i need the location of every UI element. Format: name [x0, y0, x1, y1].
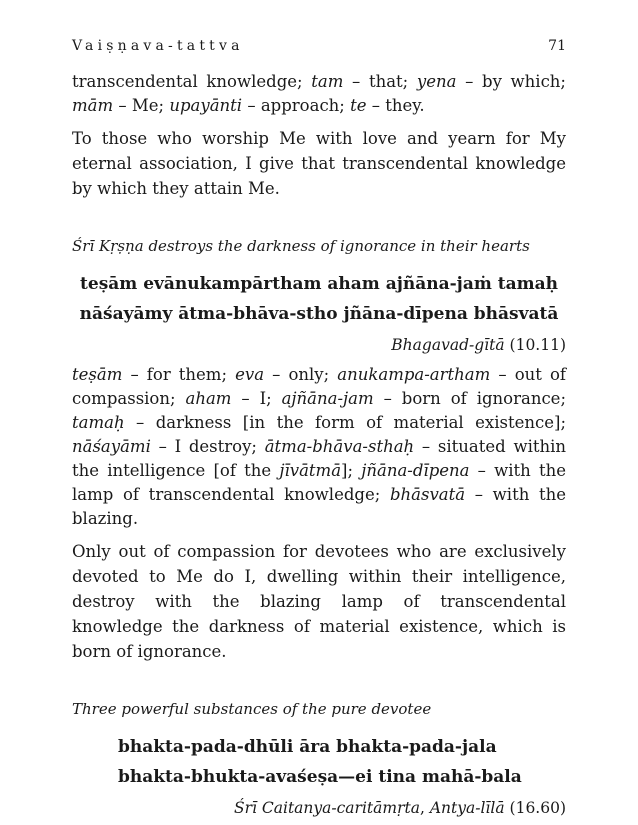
word-gloss-2	[72, 363, 566, 531]
gloss-text: – I;	[231, 389, 282, 408]
verse-source-3	[72, 796, 566, 820]
gloss-text: – for them;	[122, 365, 236, 384]
gloss-text: – situated within the intelligence [of the	[72, 437, 567, 480]
gloss-term: ātma-bhāva-sthaḥ	[264, 437, 415, 456]
verse-line: bhakta-bhukta-avaśeṣa—ei tina mahā-bala	[118, 767, 522, 787]
gloss-text: – born of ignorance;	[373, 389, 567, 408]
running-title: Vaiṣṇava-tattva	[72, 38, 244, 54]
source-title: Śrī Caitanya-caritāmṛta	[233, 799, 420, 817]
verse-line: bhakta-pada-dhūli āra bhakta-pada-jala	[118, 737, 497, 757]
gloss-term: ajñāna-jam	[281, 389, 374, 408]
verse-3	[72, 732, 566, 792]
gloss-text: – only;	[264, 365, 338, 384]
gloss-term: yena	[416, 72, 457, 91]
verse-line: nāśayāmy ātma-bhāva-stho jñāna-dīpena bhāsvatā	[79, 304, 559, 324]
source-separator: ,	[419, 799, 430, 817]
gloss-term: te	[350, 96, 367, 115]
gloss-text: – with the blazing.	[72, 485, 567, 528]
gloss-text: – by which;	[456, 72, 566, 91]
page-body	[72, 70, 566, 820]
source-subtitle: Antya-līlā	[429, 799, 505, 817]
word-gloss-1	[72, 70, 566, 118]
source-ref: (10.11)	[509, 336, 566, 354]
verse-2	[72, 269, 566, 329]
gloss-term: jīvātmā	[279, 461, 342, 480]
page-number: 71	[548, 38, 566, 54]
translation-2: Only out of compassion for devotees who are exclusively devoted to Me do I, dwelling within their intelligence, destroy with the blazing lamp of transcendental knowledge the darkness of material existence, which is born of ignorance.	[72, 542, 566, 661]
gloss-text: – with the lamp of transcendental knowledge;	[72, 461, 566, 504]
translation-1: To those who worship Me with love and yearn for My eternal association, I give that transcendental knowledge by which they attain Me.	[72, 129, 566, 198]
gloss-text: – out of compassion;	[72, 365, 567, 408]
gloss-term: anukampa-artham	[337, 365, 491, 384]
gloss-term: eva	[235, 365, 265, 384]
source-title: Bhagavad-gītā	[391, 336, 505, 354]
source-ref: (16.60)	[509, 799, 566, 817]
gloss-term: nāśayāmi	[72, 437, 151, 456]
verse-source-2	[72, 333, 566, 357]
section-heading-2: Śrī Kṛṣṇa destroys the darkness of ignorance in their hearts	[72, 237, 530, 255]
gloss-text: ];	[341, 461, 362, 480]
gloss-term: jñāna-dīpena	[361, 461, 470, 480]
gloss-term: bhāsvatā	[389, 485, 466, 504]
gloss-term: tamaḥ	[72, 413, 125, 432]
running-header	[72, 38, 566, 54]
gloss-term: upayānti	[169, 96, 243, 115]
gloss-term: mām	[72, 96, 114, 115]
gloss-term: tam	[311, 72, 344, 91]
gloss-term: aham	[185, 389, 232, 408]
gloss-text: transcendental knowledge;	[72, 72, 312, 91]
gloss-term: teṣām	[72, 365, 123, 384]
gloss-text: – Me;	[113, 96, 170, 115]
verse-line: teṣām evānukampārtham aham ajñāna-jaṁ tamaḥ	[80, 274, 558, 294]
gloss-text: – they.	[366, 96, 425, 115]
gloss-text: – approach;	[242, 96, 351, 115]
gloss-text: – darkness [in the form of material existence];	[124, 413, 566, 432]
gloss-text: – I destroy;	[150, 437, 265, 456]
section-heading-3: Three powerful substances of the pure devotee	[72, 700, 432, 718]
gloss-text: – that;	[343, 72, 417, 91]
